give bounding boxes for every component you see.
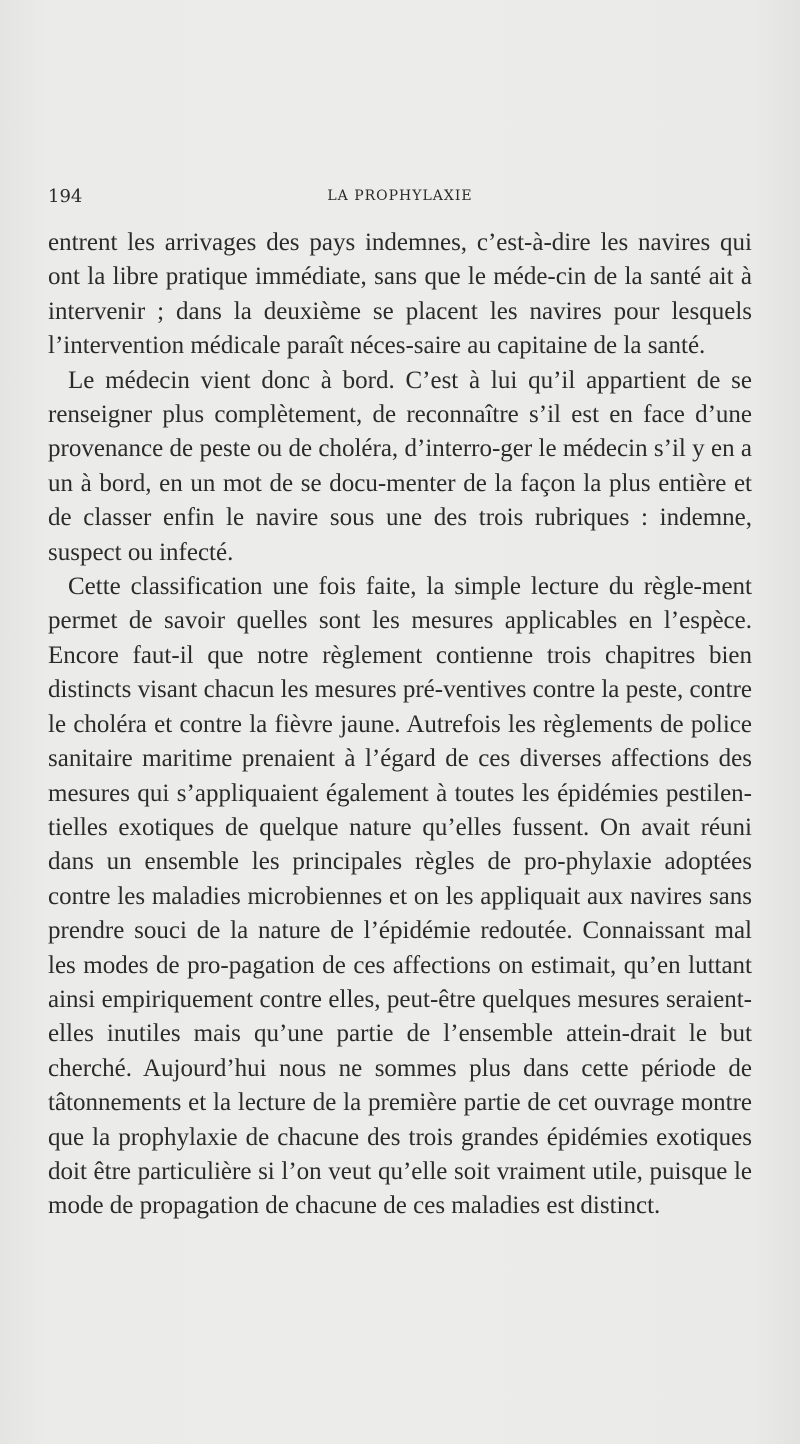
running-head (48, 186, 752, 212)
paragraph-medecin-a-bord: Le médecin vient donc à bord. C’est à lui qu’il appartient de se renseigner plus complètement, de reconnaître s’il est en face d’une provenance de peste ou de choléra, d’interro-ger le médecin s’il y en a un à bord, en un mot de se docu-menter de la façon la plus entière et de classer enfin le navire sous une des trois rubriques : indemne, suspect ou infecté. (48, 366, 752, 566)
body-text (48, 226, 752, 1224)
running-title: LA PROPHYLAXIE (327, 188, 473, 204)
paragraph-classification: Cette classification une fois faite, la simple lecture du règle-ment permet de savoir quelles sont les mesures applicables en l’espèce. Encore faut-il que notre règlement contienne trois chapitres bien distincts visant chacun les mesures pré-ventives contre la peste, contre le choléra et contre la fièvre jaune. Autrefois les règlements de police sanitaire maritime prenaient à l’égard de ces diverses affections des mesures qui s’appliquaient également à toutes les épidémies pestilen-tielles exotiques de quelque nature qu’elles fussent. On avait réuni dans un ensemble les principales règles de pro-phylaxie adoptées contre les maladies microbiennes et on les appliquait aux navires sans prendre souci de la nature de l’épidémie redoutée. Connaissant mal les modes de pro-pagation de ces affections on estimait, qu’en luttant ainsi empiriquement contre elles, peut-être quelques mesures seraient-elles inutiles mais qu’une partie de l’ensemble attein-drait le but cherché. Aujourd’hui nous ne sommes plus dans cette période de tâtonnements et la lecture de la première partie de cet ouvrage montre que la prophylaxie de chacune des trois grandes épidémies exotiques doit être particulière si l’on veut qu’elle soit vraiment utile, puisque le mode de propagation de chacune de ces maladies est distinct. (48, 573, 752, 1220)
paragraph-continuation: entrent les arrivages des pays indemnes, c’est-à-dire les navires qui ont la libre pratique immédiate, sans que le méde-cin de la santé ait à intervenir ; dans la deuxième se placent les navires pour lesquels l’intervention médicale paraît néces-saire au capitaine de la santé. (48, 229, 752, 360)
page-number: 194 (48, 186, 83, 207)
